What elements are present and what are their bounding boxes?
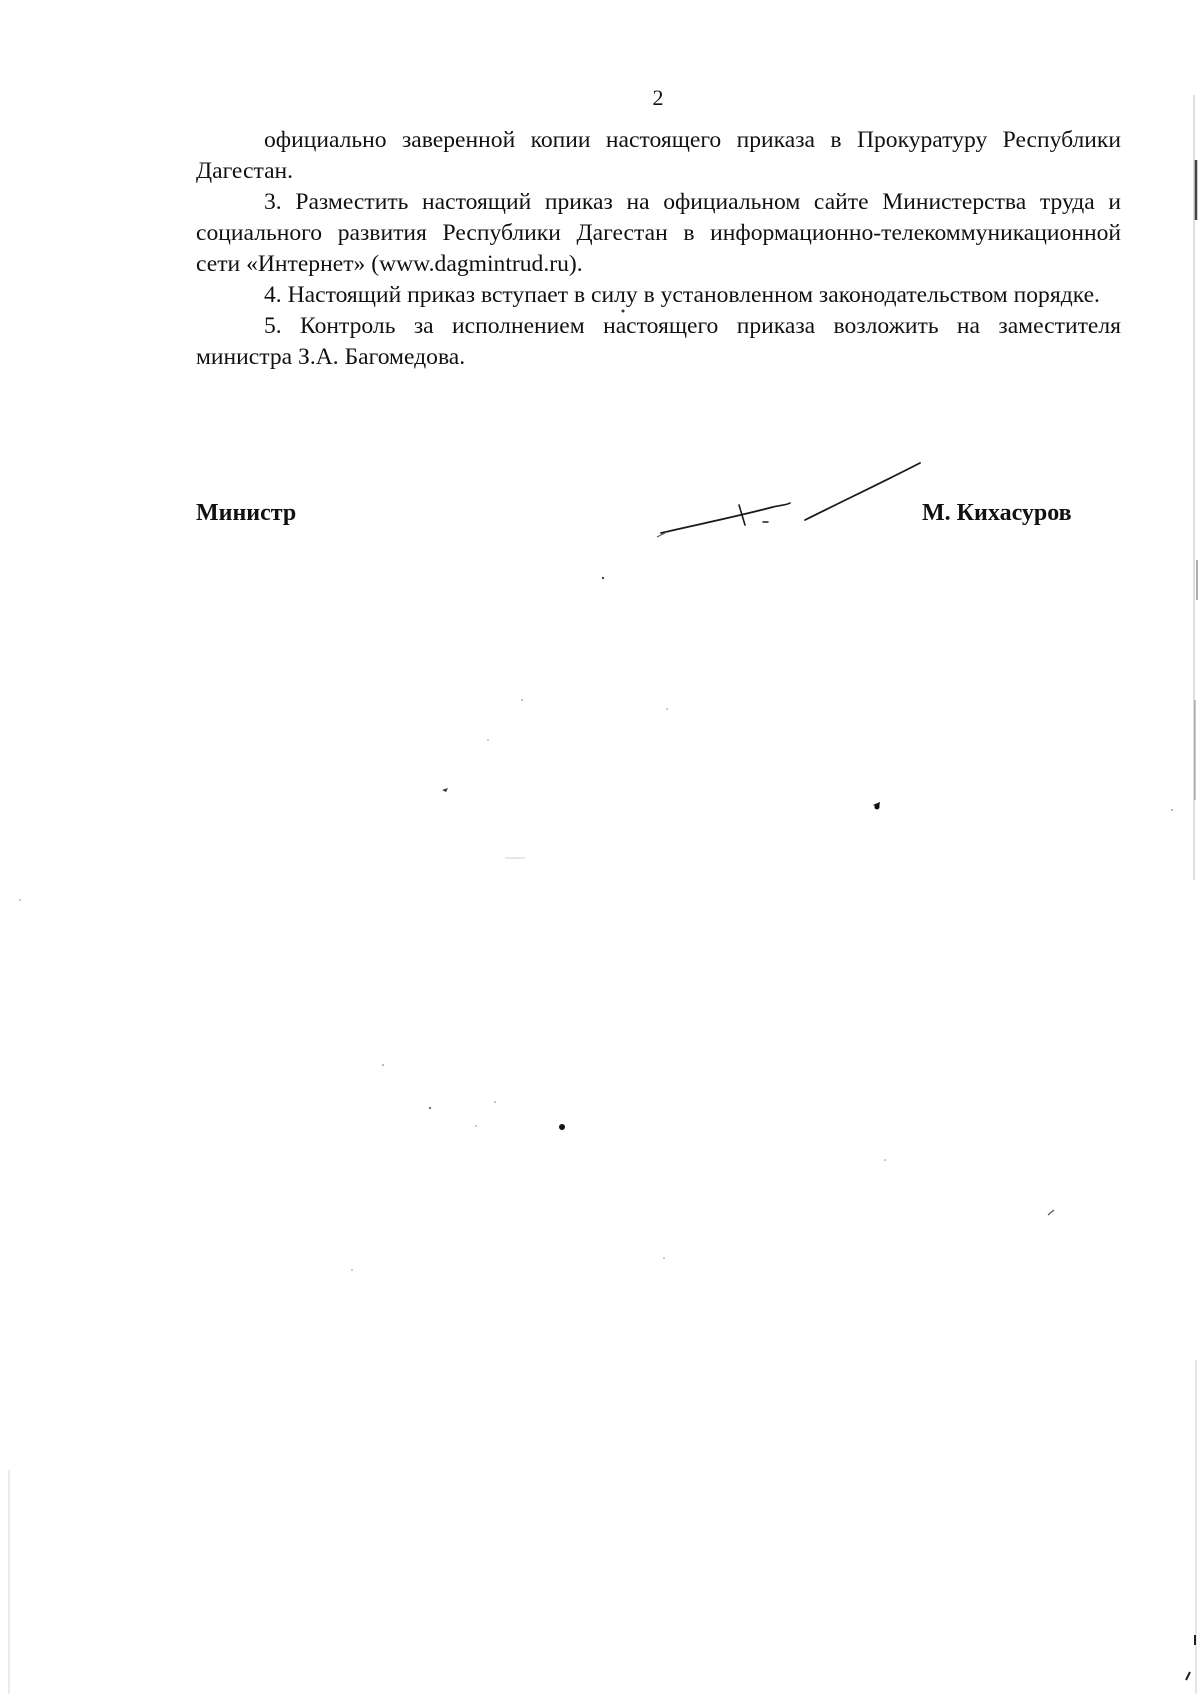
handwritten-signature	[655, 455, 925, 545]
paragraph-item-4: 4. Настоящий приказ вступает в силу в установленном законодательством порядке.	[264, 282, 1100, 308]
signatory-name: М. Кихасуров	[922, 500, 1072, 526]
document-body	[196, 125, 1121, 373]
signatory-title: Министр	[196, 500, 297, 526]
paragraph-item-5: 5. Контроль за исполнением настоящего приказа возложить на заместителя министра З.А. Багомедова.	[196, 313, 1121, 370]
paragraph-continuation: официально заверенной копии настоящего приказа в Прокуратуру Республики Дагестан.	[196, 127, 1121, 184]
page-number: 2	[652, 85, 664, 110]
paragraph-item-3: 3. Разместить настоящий приказ на официальном сайте Министерства труда и социального развития Республики Дагестан в информационно-телекоммуникационной сети «Интернет» (www.dagmintrud.ru).	[196, 189, 1121, 277]
